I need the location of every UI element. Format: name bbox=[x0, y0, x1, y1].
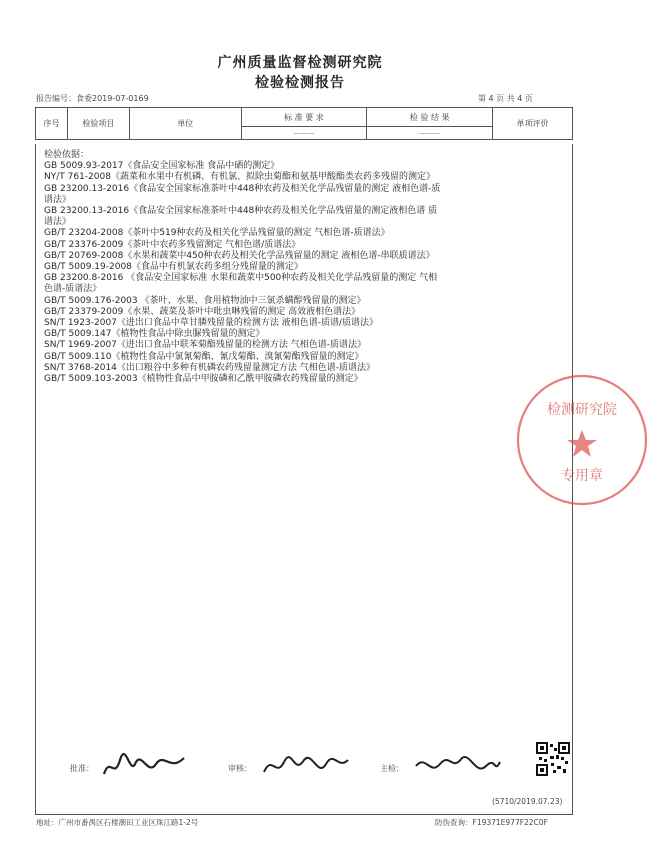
col-standard: 标 准 要 求 bbox=[241, 108, 367, 127]
standard-dash: ——— bbox=[241, 127, 367, 140]
method-line: GB/T 20769-2008《水果和蔬菜中450种农药及相关化学品残留量的测定 液相色谱-串联质谱法》 bbox=[44, 250, 435, 261]
report-title: 检验检测报告 bbox=[255, 75, 345, 91]
test-basis-heading: 检验依据： bbox=[44, 150, 90, 160]
report-body-bottom-rule bbox=[35, 814, 573, 815]
col-unit: 单位 bbox=[129, 108, 241, 140]
col-item: 检验项目 bbox=[67, 108, 129, 140]
col-result: 检 验 结 果 bbox=[367, 108, 493, 127]
institute-name: 广州质量监督检测研究院 bbox=[217, 55, 383, 71]
anti-fake-code: 防伪查询：F19371E977F22C0F bbox=[435, 818, 548, 827]
inspect-signature bbox=[412, 750, 502, 782]
seal-text-top: 检测研究院 bbox=[547, 402, 617, 418]
method-line: GB 23200.13-2016《食品安全国家标准茶叶中448种农药及相关化学品残留量的测定 液相色谱-质 bbox=[44, 183, 441, 194]
approve-signature bbox=[100, 750, 190, 782]
review-signature bbox=[260, 750, 350, 782]
page-info: 第 4 页 共 4 页 bbox=[478, 94, 533, 103]
method-line: GB 5009.93-2017《食品安全国家标准 食品中硒的测定》 bbox=[44, 161, 280, 172]
qr-code-icon bbox=[536, 742, 570, 776]
result-table-header bbox=[35, 107, 573, 140]
form-code: (5710/2019.07.23) bbox=[492, 797, 563, 806]
method-line: GB/T 5009.147《植物性食品中除虫脲残留量的测定》 bbox=[44, 329, 265, 340]
method-line: GB/T 23376-2009《茶叶中农药多残留测定 气相色谱/质谱法》 bbox=[44, 239, 301, 250]
method-list bbox=[44, 161, 564, 385]
method-line: SN/T 1923-2007《进出口食品中草甘膦残留量的检测方法 液相色谱-质谱/质谱法》 bbox=[44, 318, 379, 329]
method-line: GB/T 23204-2008《茶叶中519种农药及相关化学品残留量的测定 气相色谱-质谱法》 bbox=[44, 228, 390, 239]
method-line: GB/T 5009.103-2003《植物性食品中甲胺磷和乙酰甲胺磷农药残留量的测定》 bbox=[44, 374, 363, 385]
test-basis bbox=[44, 150, 564, 385]
seal-text-bottom: 专用章 bbox=[561, 468, 603, 484]
method-line: GB 23200.8-2016 《食品安全国家标准 水果和蔬菜中500种农药及相关化学品残留量的测定 气相 bbox=[44, 273, 438, 284]
col-no: 序号 bbox=[36, 108, 68, 140]
official-seal bbox=[512, 370, 652, 510]
col-eval: 单项评价 bbox=[493, 108, 573, 140]
review-label: 审核： bbox=[228, 764, 252, 773]
inspect-label: 主检： bbox=[380, 764, 404, 773]
method-line: GB/T 5009.19-2008《食品中有机氯农药多组分残留量的测定》 bbox=[44, 262, 303, 273]
header-row bbox=[36, 108, 573, 127]
method-line: NY/T 761-2008《蔬菜和水果中有机磷、有机氯、拟除虫菊酯和氨基甲酸酯类农药多残留的测定》 bbox=[44, 172, 435, 183]
method-line: 色谱-质谱法》 bbox=[44, 284, 102, 295]
method-line: 谱法》 bbox=[44, 194, 72, 205]
approve-label: 批准： bbox=[70, 764, 94, 773]
result-dash: ——— bbox=[367, 127, 493, 140]
address: 地址：广州市番禺区石楼潮田工业区珠江路1-2号 bbox=[36, 818, 199, 827]
method-line: SN/T 1969-2007《进出口食品中联苯菊酯残留量的检测方法 气相色谱-质谱法》 bbox=[44, 340, 367, 351]
seal-star-icon bbox=[567, 430, 597, 457]
method-line: GB/T 5009.110《植物性食品中氯氰菊酯、氰戊菊酯、溴氰菊酯残留量的测定》 bbox=[44, 351, 364, 362]
method-line: GB/T 5009.176-2003 《茶叶、水果、食用植物油中三氯杀螨醇残留量的测定》 bbox=[44, 295, 366, 306]
method-line: GB/T 23379-2009《水果、蔬菜及茶叶中吡虫啉残留的测定 高效液相色谱法》 bbox=[44, 306, 361, 317]
report-number: 报告编号：食委2019-07-0169 bbox=[36, 94, 149, 103]
method-line: 谱法》 bbox=[44, 217, 72, 228]
method-line: GB 23200.13-2016《食品安全国家标准茶叶中448种农药及相关化学品残留量的测定液相色谱 质 bbox=[44, 206, 438, 217]
method-line: SN/T 3768-2014《出口粮谷中多种有机磷农药残留量测定方法 气相色谱-质谱法》 bbox=[44, 362, 376, 373]
